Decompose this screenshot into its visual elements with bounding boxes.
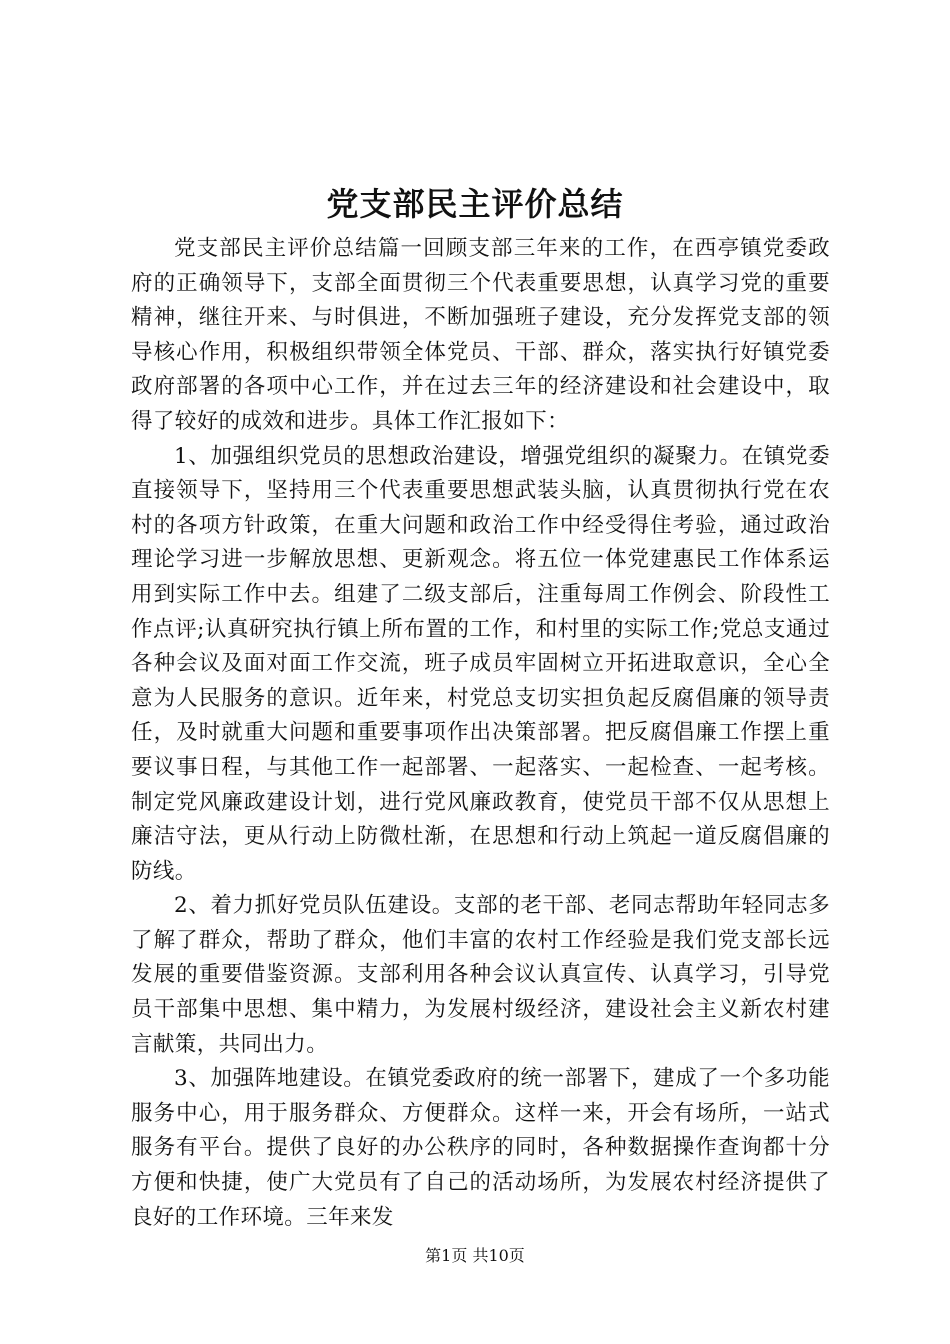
paragraph-section-1: 1、加强组织党员的思想政治建设，增强党组织的凝聚力。在镇党委直接领导下，坚持用三个代表重要思想武装头脑，认真贯彻执行党在农村的各项方针政策，在重大问题和政治工作中经受得住考验，通过政治理论学习进一步解放思想、更新观念。将五位一体党建惠民工作体系运用到实际工作中去。组建了二级支部后，注重每周工作例会、阶段性工作点评;认真研究执行镇上所布置的工作，和村里的实际工作;党总支通过各种会议及面对面工作交流，班子成员牢固树立开拓进取意识，全心全意为人民服务的意识。近年来，村党总支切实担负起反腐倡廉的领导责任，及时就重大问题和重要事项作出决策部署。把反腐倡廉工作摆上重要议事日程，与其他工作一起部署、一起落实、一起检查、一起考核。制定党风廉政建设计划，进行党风廉政教育，使党员干部不仅从思想上廉洁守法，更从行动上防微杜渐，在思想和行动上筑起一道反腐倡廉的防线。 xyxy=(131,443,830,884)
paragraph-section-2: 2、着力抓好党员队伍建设。支部的老干部、老同志帮助年轻同志多了解了群众，帮助了群众，他们丰富的农村工作经验是我们党支部长远发展的重要借鉴资源。支部利用各种会议认真宣传、认真学习，引导党员干部集中思想、集中精力，为发展村级经济，建设社会主义新农村建言献策，共同出力。 xyxy=(131,893,830,1057)
paragraph-intro: 党支部民主评价总结篇一回顾支部三年来的工作，在西亭镇党委政府的正确领导下，支部全面贯彻三个代表重要思想，认真学习党的重要精神，继往开来、与时俱进，不断加强班子建设，充分发挥党支部的领导核心作用，积极组织带领全体党员、干部、群众，落实执行好镇党委政府部署的各项中心工作，并在过去三年的经济建设和社会建设中，取得了较好的成效和进步。具体工作汇报如下： xyxy=(131,236,830,434)
document-title: 党支部民主评价总结 xyxy=(326,185,624,223)
document-body xyxy=(131,232,830,1235)
page-number-footer: 第1页 共10页 xyxy=(425,1246,525,1265)
paragraph-section-3: 3、加强阵地建设。在镇党委政府的统一部署下，建成了一个多功能服务中心，用于服务群众、方便群众。这样一来，开会有场所，一站式服务有平台。提供了良好的办公秩序的同时，各种数据操作查询都十分方便和快捷，使广大党员有了自己的活动场所，为发展农村经济提供了良好的工作环境。三年来发 xyxy=(131,1066,830,1230)
